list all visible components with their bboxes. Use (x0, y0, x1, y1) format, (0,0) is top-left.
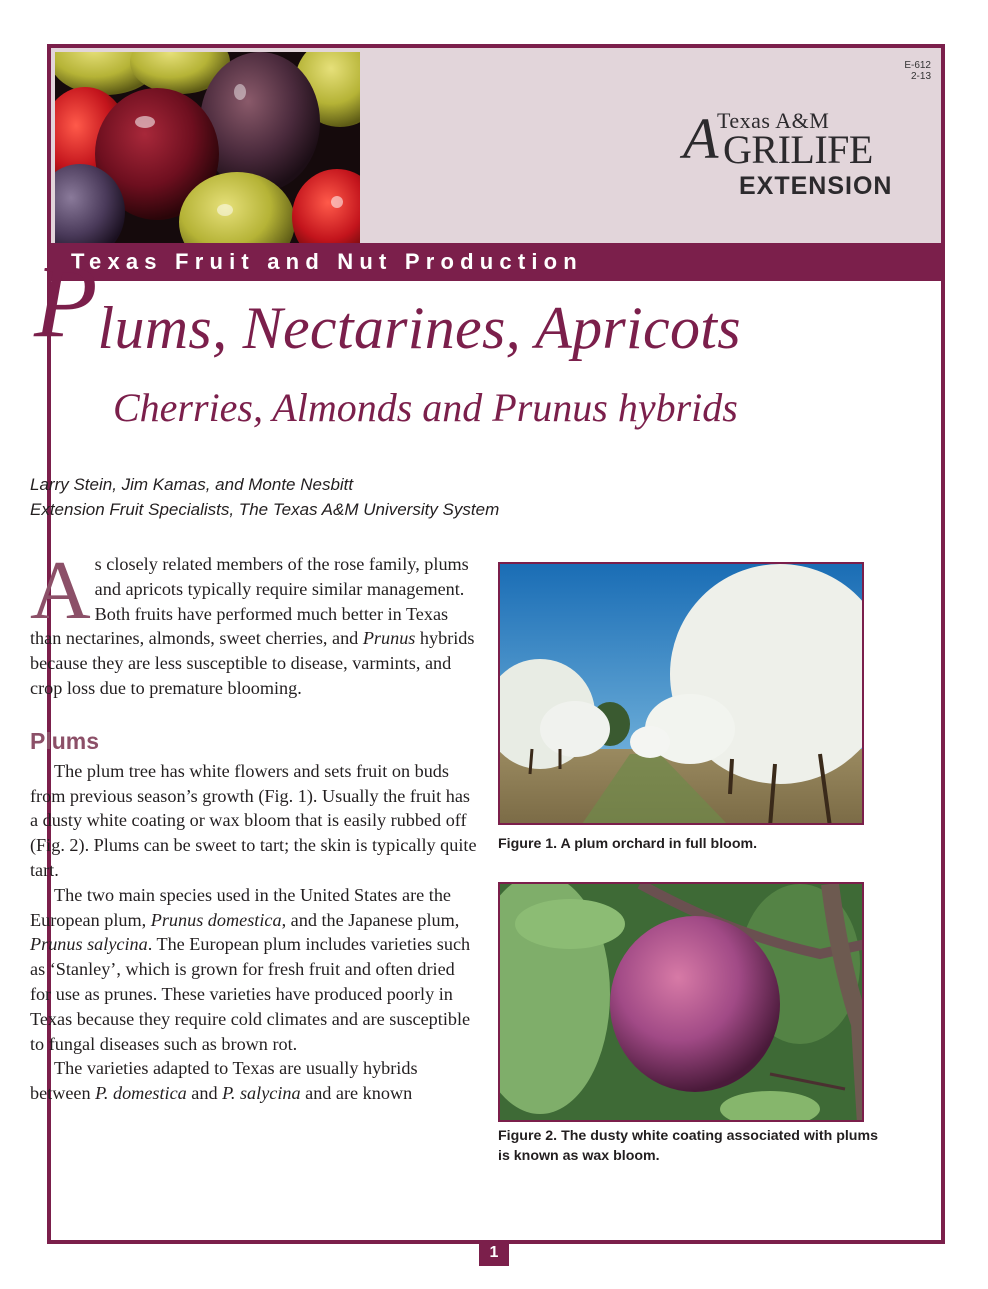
figure-2-caption: Figure 2. The dusty white coating associated with plums is known as wax bloom. (498, 1128, 878, 1164)
publication-code-number: E-612 (904, 60, 931, 71)
p3-text: and (186, 1083, 223, 1104)
dropcap: A (30, 544, 91, 637)
authors-block (30, 472, 499, 522)
logo-initial: A (683, 106, 719, 171)
publication-date: 2-13 (910, 71, 931, 82)
figure-2-plum-photo (498, 882, 864, 1122)
p3-text: The varieties adapted to Texas are usually hybrids between (30, 1058, 418, 1104)
p2-italic: Prunus salycina (30, 934, 148, 955)
intro-italic: Prunus (362, 628, 416, 649)
author-names: Larry Stein, Jim Kamas, and Monte Nesbitt (30, 475, 354, 494)
paragraph-3 (30, 1056, 480, 1106)
page-subtitle: Cherries, Almonds and Prunus hybrids (113, 385, 738, 430)
header (51, 48, 941, 243)
title-initial: P (34, 244, 98, 359)
p2-text: The two main species used in the United States are the European plum, (30, 884, 451, 930)
agrilife-extension-logo (679, 106, 919, 206)
figure-1-orchard-photo (498, 562, 864, 825)
title-rest: lums, Nectarines, Apricots (97, 295, 741, 361)
paragraph-2 (30, 883, 480, 1057)
p2-text: , and the Japanese plum, (281, 909, 460, 930)
series-title: Texas Fruit and Nut Production (71, 249, 583, 274)
intro-text: s closely related members of the rose family, plums and apricots typically require similar management. Both fruits have performed much better in Texas than nectarines, almonds, sweet cherries, and (30, 554, 469, 649)
page-number: 1 (479, 1240, 509, 1266)
p3-text: and are known (300, 1083, 413, 1104)
section-heading-plums: Plums (30, 727, 100, 754)
logo-line-texas-am: Texas A&M (717, 108, 830, 133)
p3-italic: P. salycina (222, 1083, 301, 1104)
intro-paragraph (30, 544, 480, 701)
logo-line-agrilife: GRILIFE (723, 127, 873, 172)
logo-line-extension: EXTENSION (739, 172, 893, 200)
intro-text-end: hybrids because they are less susceptible to disease, varmints, and crop loss due to premature blooming. (30, 628, 475, 698)
body-column-left (30, 544, 480, 1106)
p3-italic: P. domestica (95, 1083, 187, 1104)
author-affiliation: Extension Fruit Specialists, The Texas A&M University System (30, 500, 500, 519)
figure-1-caption: Figure 1. A plum orchard in full bloom. (498, 836, 758, 852)
p2-italic: Prunus domestica (150, 909, 282, 930)
p2-text: . The European plum includes varieties such as ‘Stanley’, which is grown for fresh fruit and often dried for use as prunes. These varieties have produced poorly in Texas because they require cold climates and are susceptible to fungal diseases such as brown rot. (30, 934, 471, 1054)
paragraph-1: The plum tree has white flowers and sets fruit on buds from previous season’s growth (Fig. 1). Usually the fruit has a dusty white coating or wax bloom that is easily rubbed off (Fig. 2). Plums can be sweet to tart; the skin is typically quite tart. (30, 760, 477, 880)
publication-code (904, 60, 931, 82)
plums-cover-photo (55, 52, 360, 243)
page-title (34, 244, 741, 361)
